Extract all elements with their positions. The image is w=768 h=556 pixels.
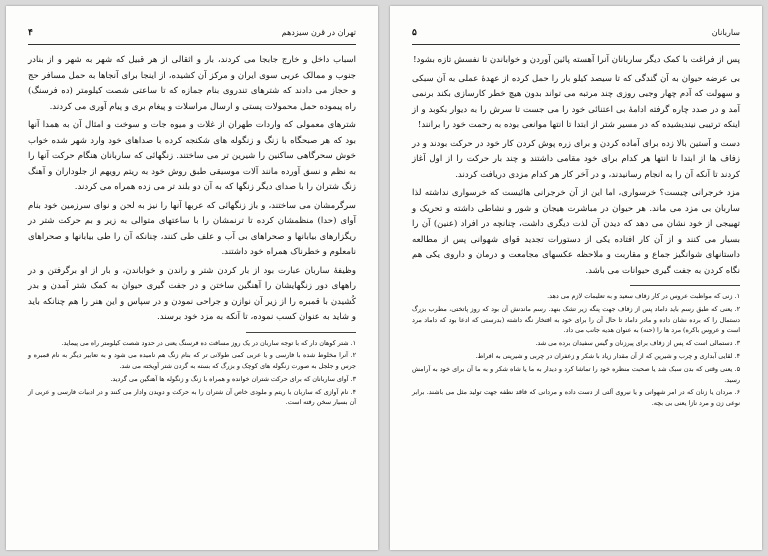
footnotes [412, 291, 740, 409]
paragraph: اسباب داخل و خارج جابجا می کردند، بار و اثقالی از هر قبیل که شهر به شهر و از بنادر جنوب و ممالک عربی سوی ایران و مرکز آن کشیده، از اینجا برای آنجاها به حمل مسافر حج و حجاز می دادند که شترهای تندروی بنام جمازه که تا ساعتی شصت کیلومتر (ده فرسنگ) راه پیموده حمل محمولات پستی و ارسال مراسلات و پیغام بری و پیام آوری می کردند. [28, 55, 356, 112]
body-text [28, 53, 356, 326]
paragraph: مزد خرجرانی چیست؟ خرسواری، اما این از آن خرجرانی هائیست که خرسواری نداشته لذا ساربان بی مزد می ماند. هر حیوان در مباشرت هیجان و شور و نشاطی داشته و تحریک و تهییجی از خود نشان می دهد که دیدن آن لذت دیگری داشت، چنانچه در افراد (عنین) آن را بسیار می کنند و از آن کار افتاده یکی از دستورات تجدید قوای شهوانی پس از مطالعه داستانهای شوانگیز جماع و مقاربت و ملاحظه عکسهای مجامعت و درمان و داروی یکی هم نگاه کردن به جفت گیری حیوانات می باشد. [412, 188, 740, 276]
footnote: ۲. آنرا مخلوط شده با فارسی و یا عربی کمی طولانی تر که بنام زنگ هم نامیده می شود و به تعابیر دیگر به نام قمبره و جرس و جلجل به صورت زنگوله های کوچک و بزرگ که بسته به گردن شتر آویخته می شد. [28, 351, 356, 371]
footnote: ۵. یعنی وقتی که بدن سبک شد یا صحبت منظره خود را تماشا کرد و دیدار به ما یا شاه شکر و به ما آن برای خود به آرامش رسید. [412, 364, 740, 384]
paragraph: وظیفهٔ ساربان عبارت بود از بار کردن شتر و راندن و خواباندن، و بار از او برگرفتن و در راههای دور زنگهایشان را آهنگین ساختن و در جفت گیری حیوان به کمک شتر آمدن و بدر کُشیدن با قمبره را از زیر آن نوازن و جراحی نمودن و در سپاس و این هنر را هم چنانکه باید و شاید به عنوان کسب نموده، تا آنکه به مزد خود برسند. [28, 265, 356, 322]
paragraph: پس از فراغت با کمک دیگر ساربانان آنرا آهسته پائین آوردن و خواباندن تا نفسش تازه بشود! [413, 55, 740, 65]
footnote-divider [246, 332, 356, 333]
paragraph: دست و آستین بالا زده برای آماده کردن و برای زره پوش کردن کار خود در حرکت بودند و در زفاف ها از ابتدا تا انتها هر کدام برای خود مقامی داشتند و چند بار حرکت را از اول آغاز کردند تا آنکه آن را به انجام رسانیدند، و در آخر کار هر کدام مزدی دریافت کردند. [412, 138, 740, 180]
footnote: ۴. لقایی آبداری و چرب و شیرین که از آن مقدار زیاد با شکر و زعفران در چربی و شیرینی به افراط. [475, 351, 740, 360]
footnote: ۲. یعنی که طبق رسم باید داماد پس از زفاف جهت پنگه زیر تشک بنهد. رسم ماندنش آن بود که روز پاتختی، مطرب بزرگ دستمال را که برده نشان داده و مادر داماد تا حال آن را برای خود به افتخار نگه داشته (بدرستی که ادعا بود که داماد مرد است و عروس باکره) مرد ها را (حنه) به عنوان هدیه جانب می داد. [412, 304, 740, 335]
page-number: ۵ [412, 28, 417, 38]
footnote: ۱. زنی که مواظبت عروس در کار زفاف سعید و به تعلیمات لازم می دهد. [547, 292, 740, 300]
footnotes [28, 338, 356, 409]
running-head [412, 28, 740, 45]
running-title: تهران در قرن سیزدهم [281, 28, 356, 37]
paragraph: سرگرمشان می ساختند، و باز زنگهائی که عربها آنها را نیز به لحن و نوای سرزمین خود بنام آوای (حدا) منظمشان کرده تا ترنمشان را با ساعتهای متوالی به زیر و بم حرکت شتر در ریگزارهای بیابانها و صحراهای بی آب و علف طی کنند، چنانکه آن را طی بیابانها و صحراهای نامعلوم و خطرناک همراه خود داشتند. [28, 200, 356, 257]
footnote: ۳. دستمالی است که پس از زفاف برای پیرزنان و گیس سفیدان برده می شد. [535, 339, 740, 348]
body-text [412, 53, 740, 279]
footnote: ۴. نام آوازی که ساربان با ریتم و ملودی خاص آن شتران را به حرکت و دویدن وادار می کنند و در ادبیات فارسی و عربی از آن بسیار سخن رفته است. [28, 387, 356, 407]
paragraph: شترهای معمولی که واردات طهران از غلات و میوه جات و سوخت و امثال آن به همدا آنها بود که هر صبحگاه با زنگ و زنگوله های شکنجه کرده با صداهای خود وارد شهر شده خواب خوش سحرگاهی ساکنین را شیرین تر می ساختند. زنگهائی که ساربانان هنگام حرکت آنها را به نظم و نسق آورده مانند آلات موسیقی طبق روش خود به ریتم رویهم از جلوداران و آهنگ زنگ شتران را با صدای دیگر زنگها که به آن دو بلند تر می زده همراه می کردند. [28, 120, 356, 192]
left-page [6, 6, 378, 550]
footnote: ۳. آوای ساربانان که برای حرکت شتران خوانده و همراه با زنگ و زنگوله ها آهنگین می گردید. [110, 374, 356, 383]
right-page [390, 6, 762, 550]
page-number: ۴ [28, 28, 33, 38]
book-spread [6, 6, 762, 550]
running-head [28, 28, 356, 45]
paragraph: بی عرضه حیوان به آن گندگی که تا سیصد کیلو بار را حمل کرده از عهدهٔ عملی به آن سبکی و سهولت که آدم چهار وجبی روزی چند مرتبه می تواند بدون هیچ خطر کارسازی بکند برنمی آمد و در صدد چاره گرفته ادامهٔ بی اعتنائی خود را می جست تا سرش را به دیوار بکوبد و از اینکه ترتیبی نیندیشیده که در مسیر شتر از ابتدا تا انتها موانعی بوده به رحمت خود را برانند! [412, 73, 740, 130]
footnote-divider [630, 285, 740, 286]
footnote: ۶. مردان یا زنان که در امر شهوانی و یا نیروی آلتی از دست داده و مردانی که فاقد نطفه جهت تولید مثل می باشند. برابر نوعی زن و مرد نازا یعنی بی بچه. [412, 388, 740, 408]
footnote: ۱. شتر کوهان دار که با توجه ساربان در یک روز مسافت ده فرسنگ یعنی در حدود شصت کیلومتر راه می پیماید. [61, 338, 356, 347]
running-title: ساربانان [711, 28, 740, 37]
